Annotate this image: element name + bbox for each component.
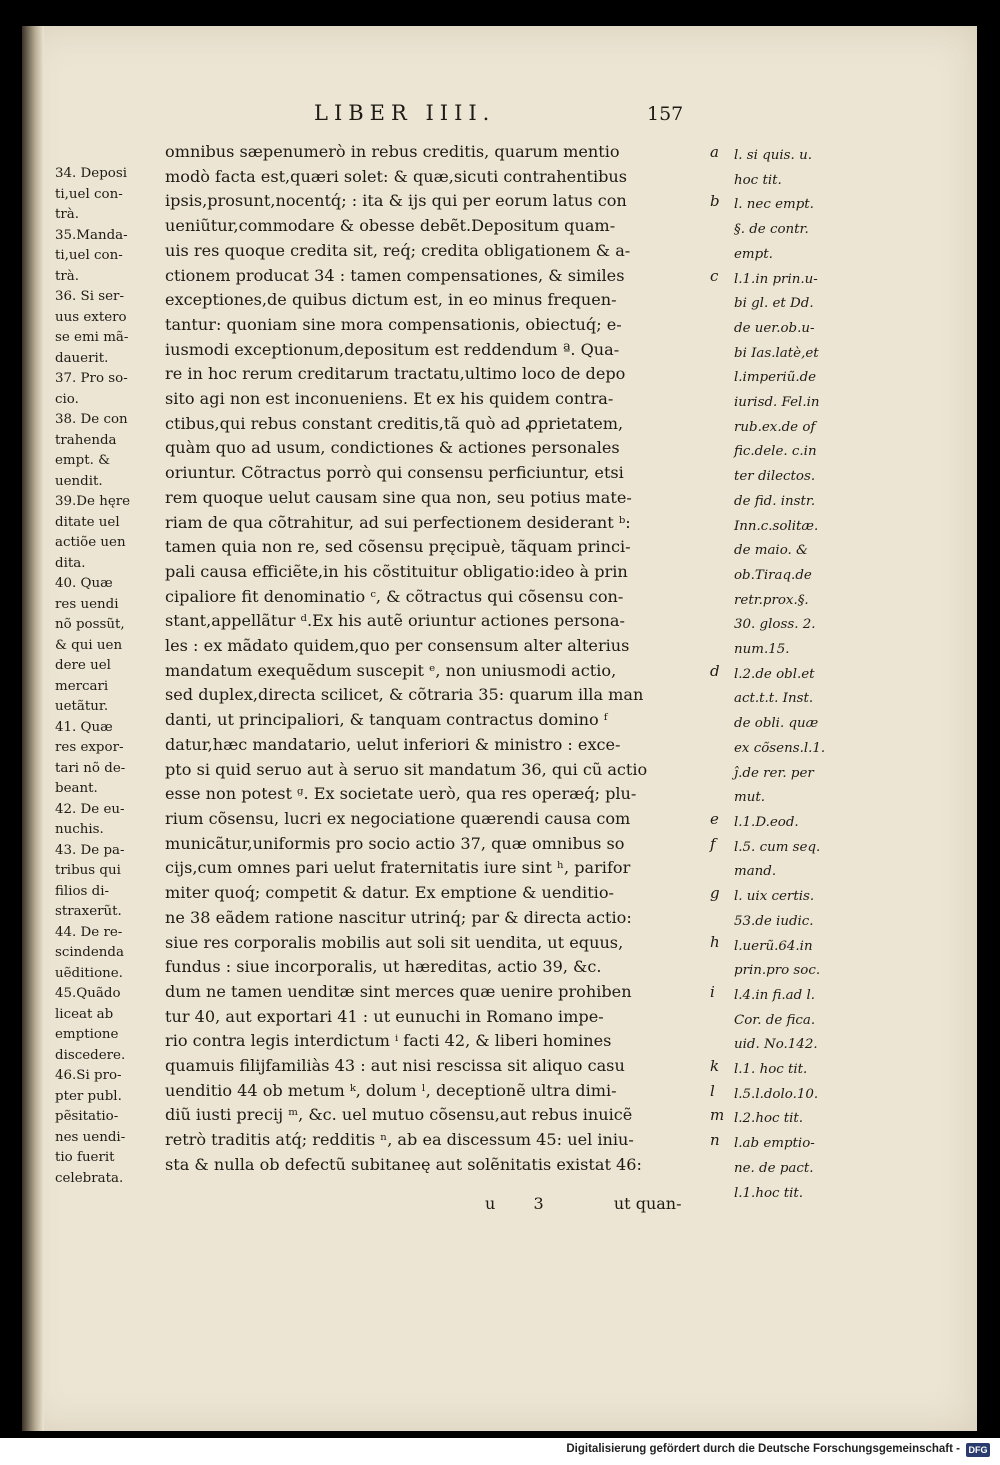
right-note-line: l.1.D.eod. (734, 814, 799, 830)
text-line: omnibus sæpenumerò in rebus creditis, quarum mentio (165, 142, 620, 161)
citation-letter: e (710, 809, 719, 828)
text-line: danti, ut principaliori, & tanquam contractus domino ᶠ (165, 710, 608, 730)
text-line: tur 40, aut exportari 41 : ut eunuchi in Romano impe- (165, 1006, 604, 1026)
text-line: ipsis,prosunt,nocentq́; : ita & ijs qui per eorum latus con (165, 191, 627, 211)
text-line: iusmodi exceptionum,depositum est reddendum ª. Qua- (165, 339, 620, 359)
right-note-line: ĵ.de rer. per (734, 765, 814, 781)
right-note-line: de maio. & (734, 543, 808, 559)
right-note-line: l.1.in prin.u- (734, 271, 818, 287)
right-note-line: Cor. de fica. (734, 1012, 816, 1028)
dfg-logo: DFG (966, 1443, 990, 1457)
right-note-line: prin.pro soc. (734, 963, 821, 979)
right-note-line: l.imperiũ.de (734, 370, 817, 386)
right-note-line: mand. (734, 864, 777, 880)
right-note-line: l.2.hoc tit. (734, 1111, 804, 1127)
left-note: 46.Si pro- pter publ. pẽsitatio- nes uendi- tio fuerit celebrata. (55, 1068, 126, 1186)
text-line: fundus : siue incorporalis, ut hæreditas, actio 39, &c. (165, 957, 602, 977)
signature-number: 3 (533, 1194, 544, 1213)
right-marginal-notes (734, 144, 874, 1206)
text-line: cipaliore fit denominatio ᶜ, & cõtractus qui cõsensu con- (165, 586, 624, 606)
text-line: datur,hæc mandatario, uelut inferiori & ministro : exce- (165, 734, 621, 754)
right-note-line: l.2.de obl.et (734, 666, 815, 682)
right-note-line: l.uerũ.64.in (734, 938, 813, 954)
text-line: pto si quid seruo aut à seruo sit mandatum 36, qui cũ actio (165, 759, 648, 779)
book-page (22, 26, 977, 1431)
citation-letter: b (710, 192, 720, 211)
text-line: sed duplex,directa scilicet, & cõtraria 35: quarum illa man (165, 685, 644, 705)
catchword: ut quan- (613, 1194, 682, 1213)
text-line: tantur: quoniam sine mora compensationis, obiectuq́; e- (165, 314, 622, 334)
catchword-line (485, 1194, 682, 1213)
left-note: 35.Manda- ti,uel con- trà. (55, 227, 128, 284)
left-note: 45.Quãdo liceat ab emptione discedere. (55, 986, 126, 1063)
text-line: ctionem producat 34 : tamen compensationes, & similes (165, 265, 625, 285)
citation-letter: l (710, 1081, 715, 1100)
citation-letter: k (710, 1056, 720, 1075)
citation-letter: m (710, 1106, 725, 1125)
text-line: exceptiones,de quibus dictum est, in eo minus frequen- (165, 290, 617, 310)
text-line: cijs,cum omnes pari uelut fraternitatis iure sint ʰ, parifor (165, 858, 631, 878)
text-line: quamuis filijfamiliàs 43 : aut nisi rescissa sit aliquo casu (165, 1056, 625, 1076)
text-line: sito agi non est inconueniens. Et ex his quidem contra- (165, 389, 614, 409)
text-line: esse non potest ᵍ. Ex societate uerò, qua res operæq́; plu- (165, 784, 637, 804)
citation-letter: d (710, 661, 720, 680)
right-note-line: §. de contr. (734, 222, 809, 238)
citation-letter: c (710, 266, 719, 285)
main-text-block (165, 140, 725, 1178)
page-number: 157 (647, 103, 684, 125)
text-line: tamen quia non re, sed cõsensu pręcipuè, tãquam princi- (165, 537, 631, 557)
right-note-line: 53.de iudic. (734, 913, 814, 929)
left-note: 41. Quæ res expor- tari nõ de- beant. (55, 719, 126, 796)
text-line: municãtur,uniformis pro socio actio 37, quæ omnibus so (165, 833, 625, 853)
left-note: 40. Quæ res uendi nõ possũt, & qui uen dere uel mercari uetãtur. (55, 576, 125, 714)
text-line: modò facta est,quæri solet: & quæ,sicuti contrahentibus (165, 166, 628, 186)
right-note-line: uid. No.142. (734, 1037, 818, 1053)
right-note-line: l. nec empt. (734, 197, 814, 213)
text-line: ne 38 eãdem ratione nascitur utrinq́; par & directa actio: (165, 907, 632, 927)
left-note: 44. De re- scindenda uẽditione. (55, 924, 124, 981)
right-note-line: act.t.t. Inst. (734, 691, 814, 707)
left-note: 39.De hęre ditate uel actiõe uen dita. (55, 494, 131, 571)
citation-letter: a (710, 143, 719, 161)
footer-credit-text: Digitalisierung gefördert durch die Deutsche Forschungsgemeinschaft - (566, 1443, 960, 1455)
left-marginal-notes (55, 164, 165, 1189)
running-head: LIBER IIII. (314, 101, 496, 125)
text-line: uenditio 44 ob metum ᵏ, dolum ˡ, deceptionẽ ultra dimi- (165, 1080, 617, 1100)
right-note-line: l.5. cum seq. (734, 839, 821, 855)
right-note-line: l.1. hoc tit. (734, 1062, 808, 1078)
right-note-line: iurisd. Fel.in (734, 395, 820, 411)
right-note-line: Inn.c.solitæ. (734, 518, 819, 534)
text-line: sta & nulla ob defectũ subitaneę aut solẽnitatis existat 46: (165, 1154, 642, 1174)
right-note-line: 30. gloss. 2. (734, 617, 816, 633)
left-note: 36. Si ser- uus extero se emi mã- dauerit. (55, 289, 129, 366)
citation-letter: i (710, 982, 715, 1001)
digitization-footer (0, 1438, 1000, 1465)
right-note-line: ex cõsens.l.1. (734, 740, 826, 756)
left-note: 43. De pa- tribus qui filios di- straxerũt. (55, 842, 125, 919)
text-line: diũ iusti precij ᵐ, &c. uel mutuo cõsensu,aut rebus inuicẽ (165, 1105, 633, 1125)
citation-letter: f (710, 834, 716, 853)
left-note: 38. De con trahenda empt. & uendit. (55, 412, 128, 489)
right-note-line: l.5.l.dolo.10. (734, 1086, 819, 1102)
text-line: miter quoq́; competit & datur. Ex emptione & uenditio- (165, 883, 614, 903)
text-line: re in hoc rerum creditarum tractatu,ultimo loco de depo (165, 364, 626, 384)
text-line: stant,appellãtur ᵈ.Ex his autẽ oriuntur actiones persona- (165, 611, 625, 631)
left-note: 34. Deposi ti,uel con- trà. (55, 166, 128, 222)
right-note-line: mut. (734, 790, 765, 806)
right-note-line: empt. (734, 246, 773, 262)
text-line: ueniũtur,commodare & obesse debẽt.Depositum quam- (165, 216, 616, 236)
right-note-line: ob.Tiraq.de (734, 567, 812, 583)
text-line: oriuntur. Cõtractus porrò qui consensu perficiuntur, etsi (165, 463, 624, 483)
right-note-line: de uer.ob.u- (734, 320, 815, 336)
left-note: 37. Pro so- cio. (55, 371, 128, 407)
right-note-line: ter dilectos. (734, 469, 816, 485)
text-line: rem quoque uelut causam sine qua non, seu potius mate- (165, 487, 632, 507)
right-note-line: de obli. quæ (734, 716, 819, 732)
text-line: uis res quoque credita sit, req́; credita obligationem & a- (165, 240, 631, 260)
text-line: les : ex mãdato quidem,quo per consensum alter alterius (165, 636, 630, 656)
citation-letter: h (710, 933, 720, 952)
right-note-line: l.4.in fi.ad l. (734, 987, 816, 1003)
text-line: mandatum exequẽdum suscepit ᵉ, non uniusmodi actio, (165, 660, 617, 680)
text-line: dum ne tamen uenditæ sint merces quæ uenire prohiben (165, 981, 632, 1001)
right-note-line: bi Ias.latè,et (734, 345, 819, 361)
text-line: riam de qua cõtrahitur, ad sui perfectionem desiderant ᵇ: (165, 512, 631, 532)
citation-letter: n (710, 1131, 720, 1149)
right-note-line: l.1.hoc tit. (734, 1185, 804, 1201)
right-note-line: l. si quis. u. (734, 148, 812, 163)
text-line: pali causa efficiẽte,in his cõstituitur obligatio:ideo à prin (165, 561, 628, 581)
right-note-line: rub.ex.de of (734, 419, 816, 435)
right-note-line: retr.prox.§. (734, 592, 809, 608)
citation-letter: g (710, 884, 720, 902)
text-line: ctibus,qui rebus constant creditis,tã quò ad ꝓprietatem, (165, 413, 624, 433)
text-line: quàm quo ad usum, condictiones & actiones personales (165, 438, 620, 458)
right-note-line: bi gl. et Dd. (734, 296, 814, 312)
right-note-line: l.ab emptio- (734, 1136, 815, 1152)
right-note-line: num.15. (734, 642, 790, 658)
right-note-line: de fid. instr. (734, 493, 816, 509)
text-line: rium cõsensu, lucri ex negociatione quærendi causa com (165, 808, 631, 828)
right-note-line: fic.dele. c.in (734, 444, 817, 460)
text-line: rio contra legis interdictum ⁱ facti 42, & liberi homines (165, 1031, 612, 1051)
text-line: siue res corporalis mobilis aut soli sit uendita, ut equus, (165, 932, 624, 952)
text-line: retrò traditis atq́; redditis ⁿ, ab ea discessum 45: uel iniu- (165, 1130, 634, 1150)
right-note-line: ne. de pact. (734, 1160, 814, 1176)
signature-mark: u (485, 1194, 496, 1213)
page-gutter (22, 26, 44, 1431)
right-note-line: l. uix certis. (734, 889, 815, 905)
left-note: 42. De eu- nuchis. (55, 801, 125, 837)
right-note-line: hoc tit. (734, 172, 782, 188)
